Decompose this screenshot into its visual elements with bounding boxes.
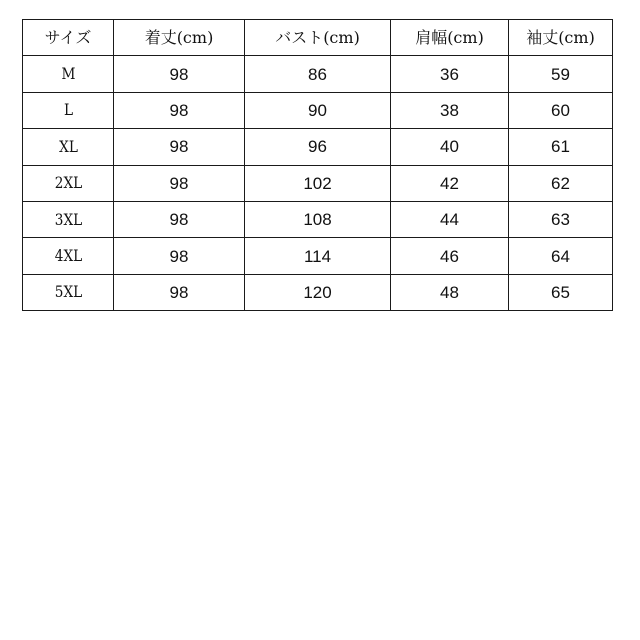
cell-shoulder: 46	[391, 238, 509, 274]
cell-shoulder: 38	[391, 92, 509, 128]
cell-sleeve: 60	[509, 92, 613, 128]
cell-shoulder: 36	[391, 56, 509, 92]
header-sleeve: 袖丈(cm)	[509, 20, 613, 56]
cell-shoulder: 42	[391, 165, 509, 201]
cell-length: 98	[114, 129, 245, 165]
cell-shoulder: 40	[391, 129, 509, 165]
cell-size: L	[29, 92, 106, 128]
table-row	[23, 201, 613, 237]
cell-length: 98	[114, 201, 245, 237]
cell-bust: 120	[245, 274, 391, 310]
header-length: 着丈(cm)	[114, 20, 245, 56]
size-table	[22, 19, 613, 311]
cell-bust: 108	[245, 201, 391, 237]
cell-size: XL	[29, 129, 106, 165]
table-row	[23, 238, 613, 274]
cell-size: 4XL	[29, 238, 106, 274]
cell-shoulder: 44	[391, 201, 509, 237]
cell-bust: 90	[245, 92, 391, 128]
cell-bust: 96	[245, 129, 391, 165]
table-row	[23, 92, 613, 128]
cell-length: 98	[114, 238, 245, 274]
cell-length: 98	[114, 274, 245, 310]
header-row	[23, 20, 613, 56]
cell-size: 5XL	[29, 274, 106, 310]
cell-size: 3XL	[29, 201, 106, 237]
cell-sleeve: 65	[509, 274, 613, 310]
header-shoulder: 肩幅(cm)	[391, 20, 509, 56]
header-bust: バスト(cm)	[245, 20, 391, 56]
cell-sleeve: 62	[509, 165, 613, 201]
cell-size: 2XL	[29, 165, 106, 201]
table-row	[23, 129, 613, 165]
cell-sleeve: 61	[509, 129, 613, 165]
cell-bust: 86	[245, 56, 391, 92]
cell-size: M	[29, 56, 106, 92]
cell-bust: 102	[245, 165, 391, 201]
cell-length: 98	[114, 92, 245, 128]
cell-length: 98	[114, 165, 245, 201]
cell-shoulder: 48	[391, 274, 509, 310]
cell-length: 98	[114, 56, 245, 92]
table-row	[23, 165, 613, 201]
cell-sleeve: 63	[509, 201, 613, 237]
cell-sleeve: 64	[509, 238, 613, 274]
cell-sleeve: 59	[509, 56, 613, 92]
cell-bust: 114	[245, 238, 391, 274]
table-row	[23, 56, 613, 92]
header-size: サイズ	[23, 20, 114, 56]
table-row	[23, 274, 613, 310]
